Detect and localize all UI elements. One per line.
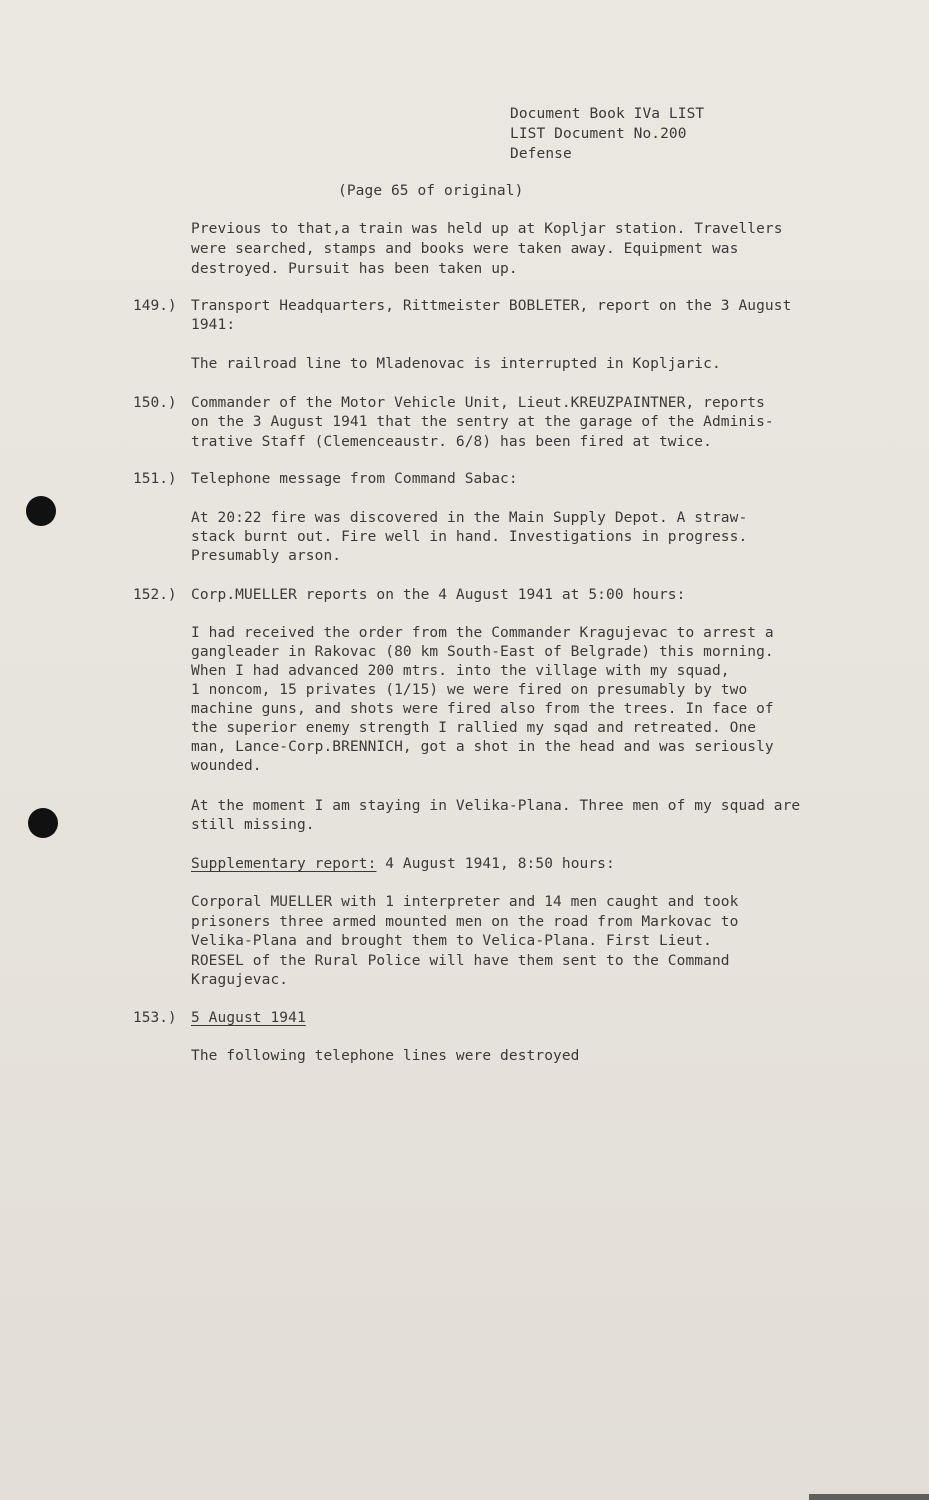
text-line: wounded. <box>191 758 262 774</box>
text-line: Velika-Plana and brought them to Velica-Plana. First Lieut. <box>191 933 712 949</box>
text-line: Transport Headquarters, Rittmeister BOBLETER, report on the 3 August <box>191 298 792 314</box>
supplementary-label: Supplementary report: <box>191 856 377 872</box>
text-line: Corp.MUELLER reports on the 4 August 1941 at 5:00 hours: <box>191 587 686 603</box>
text-line: I had received the order from the Commander Kragujevac to arrest a <box>191 625 774 641</box>
entry-number: 149.) <box>133 298 177 314</box>
header-line: Defense <box>510 146 572 162</box>
supplementary-report-heading <box>191 854 615 874</box>
header-line: LIST Document No.200 <box>510 126 687 142</box>
text-line: the superior enemy strength I rallied my sqad and retreated. One <box>191 720 757 736</box>
text-line: still missing. <box>191 817 315 833</box>
text-line: 1 noncom, 15 privates (1/15) we were fired on presumably by two <box>191 682 748 698</box>
text-line: on the 3 August 1941 that the sentry at the garage of the Adminis- <box>191 414 774 430</box>
text-line: At the moment I am staying in Velika-Plana. Three men of my squad are <box>191 798 801 814</box>
entry-date: 5 August 1941 <box>191 1010 306 1026</box>
entry-number: 151.) <box>133 471 177 487</box>
text-line: When I had advanced 200 mtrs. into the village with my squad, <box>191 663 730 679</box>
text-line: machine guns, and shots were fired also from the trees. In face of <box>191 701 774 717</box>
text-line: At 20:22 fire was discovered in the Main Supply Depot. A straw- <box>191 510 748 526</box>
punch-hole <box>28 808 58 838</box>
text-line: destroyed. Pursuit has been taken up. <box>191 261 518 277</box>
text-line: The following telephone lines were destroyed <box>191 1048 580 1064</box>
text-line: Presumably arson. <box>191 548 342 564</box>
text-line: Previous to that,a train was held up at Kopljar station. Travellers <box>191 221 783 237</box>
text-line: gangleader in Rakovac (80 km South-East of Belgrade) this morning. <box>191 644 774 660</box>
text-line: Telephone message from Command Sabac: <box>191 471 518 487</box>
edge-mark <box>809 1494 929 1500</box>
text-line: The railroad line to Mladenovac is interrupted in Kopljaric. <box>191 356 721 372</box>
page-note: (Page 65 of original) <box>338 183 524 199</box>
entry-number: 153.) <box>133 1010 177 1026</box>
text-line: Corporal MUELLER with 1 interpreter and 14 men caught and took <box>191 894 739 910</box>
text-line: ROESEL of the Rural Police will have them sent to the Command <box>191 953 730 969</box>
header-line: Document Book IVa LIST <box>510 106 705 122</box>
supplementary-date: 4 August 1941, 8:50 hours: <box>376 856 615 872</box>
text-line: trative Staff (Clemenceaustr. 6/8) has been fired at twice. <box>191 434 712 450</box>
punch-hole <box>26 496 56 526</box>
text-line: Kragujevac. <box>191 972 289 988</box>
text-line: stack burnt out. Fire well in hand. Investigations in progress. <box>191 529 748 545</box>
text-line: prisoners three armed mounted men on the road from Markovac to <box>191 914 739 930</box>
text-line: 1941: <box>191 317 236 333</box>
text-line: were searched, stamps and books were taken away. Equipment was <box>191 241 739 257</box>
text-line: Commander of the Motor Vehicle Unit, Lieut.KREUZPAINTNER, reports <box>191 395 765 411</box>
entry-number: 152.) <box>133 587 177 603</box>
text-line: man, Lance-Corp.BRENNICH, got a shot in the head and was seriously <box>191 739 774 755</box>
entry-number: 150.) <box>133 395 177 411</box>
